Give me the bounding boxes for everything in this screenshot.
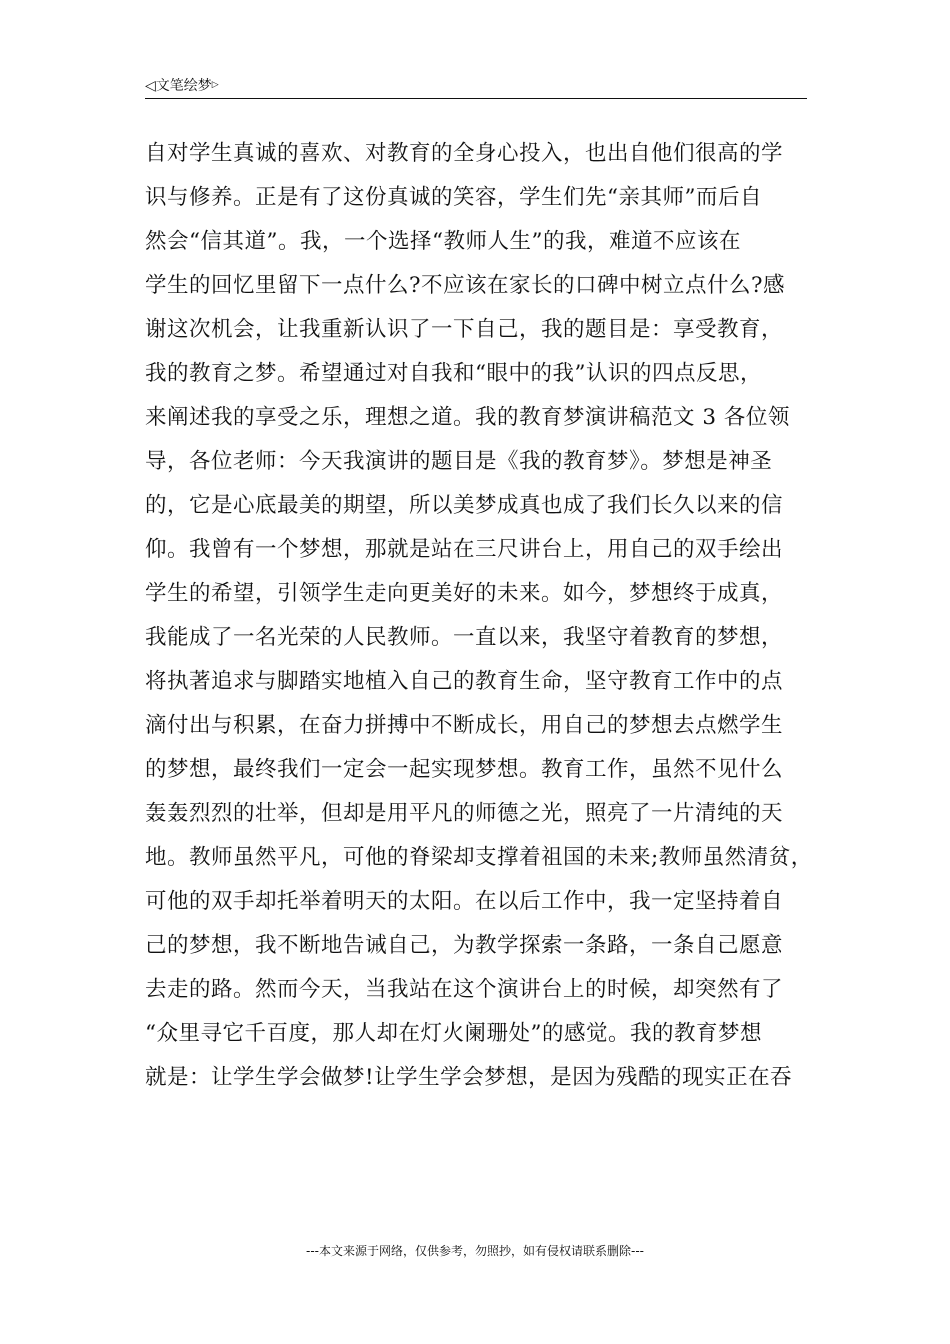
text-line: 然会“信其道”。我，一个选择“教师人生”的我，难道不应该在 — [145, 229, 741, 254]
right-triangle-icon: ▷ — [211, 80, 219, 90]
text-line: 可他的双手却托举着明天的太阳。在以后工作中，我一定坚持着自 — [145, 889, 784, 914]
text-line: 地。教师虽然平凡，可他的脊梁却支撑着祖国的未来;教师虽然清贫， — [145, 845, 813, 870]
text-line: 轰轰烈烈的壮举，但却是用平凡的师德之光，照亮了一片清纯的天 — [145, 801, 784, 826]
text-line: 滴付出与积累，在奋力拼搏中不断成长，用自己的梦想去点燃学生 — [145, 713, 784, 738]
left-triangle-icon: ◁ — [145, 78, 156, 94]
text-line: “众里寻它千百度，那人却在灯火阑珊处”的感觉。我的教育梦想 — [145, 1021, 762, 1046]
text-line: 来阐述我的享受之乐，理想之道。我的教育梦演讲稿范文 3 各位领 — [145, 405, 790, 430]
text-line: 我的教育之梦。希望通过对自我和“眼中的我”认识的四点反思， — [145, 361, 762, 386]
text-line: 学生的希望，引领学生走向更美好的未来。如今，梦想终于成真， — [145, 581, 784, 606]
header-brand — [145, 76, 219, 95]
footer-notice: ---本文来源于网络，仅供参考，勿照抄，如有侵权请联系删除--- — [306, 1244, 644, 1258]
header-title: 文笔绘梦 — [155, 78, 212, 94]
text-line: 去走的路。然而今天，当我站在这个演讲台上的时候，却突然有了 — [145, 977, 784, 1002]
document-body — [145, 132, 825, 1100]
text-line: 仰。我曾有一个梦想，那就是站在三尺讲台上，用自己的双手绘出 — [145, 537, 784, 562]
text-line: 将执著追求与脚踏实地植入自己的教育生命，坚守教育工作中的点 — [145, 669, 784, 694]
text-line: 学生的回忆里留下一点什么?不应该在家长的口碑中树立点什么?感 — [145, 273, 786, 298]
text-line: 己的梦想，我不断地告诫自己，为教学探索一条路，一条自己愿意 — [145, 933, 784, 958]
text-line: 识与修养。正是有了这份真诚的笑容，学生们先“亲其师”而后自 — [145, 185, 762, 210]
text-line: 谢这次机会，让我重新认识了一下自己，我的题目是：享受教育， — [145, 317, 784, 342]
page-header — [145, 76, 807, 99]
text-line: 导，各位老师：今天我演讲的题目是《我的教育梦》。梦想是神圣 — [145, 449, 773, 474]
text-line: 的梦想，最终我们一定会一起实现梦想。教育工作，虽然不见什么 — [145, 757, 784, 782]
text-line: 就是：让学生学会做梦!让学生学会梦想，是因为残酷的现实正在吞 — [145, 1065, 793, 1090]
text-line: 自对学生真诚的喜欢、对教育的全身心投入，也出自他们很高的学 — [145, 141, 784, 166]
text-line: 的，它是心底最美的期望，所以美梦成真也成了我们长久以来的信 — [145, 493, 784, 518]
text-line: 我能成了一名光荣的人民教师。一直以来，我坚守着教育的梦想， — [145, 625, 784, 650]
